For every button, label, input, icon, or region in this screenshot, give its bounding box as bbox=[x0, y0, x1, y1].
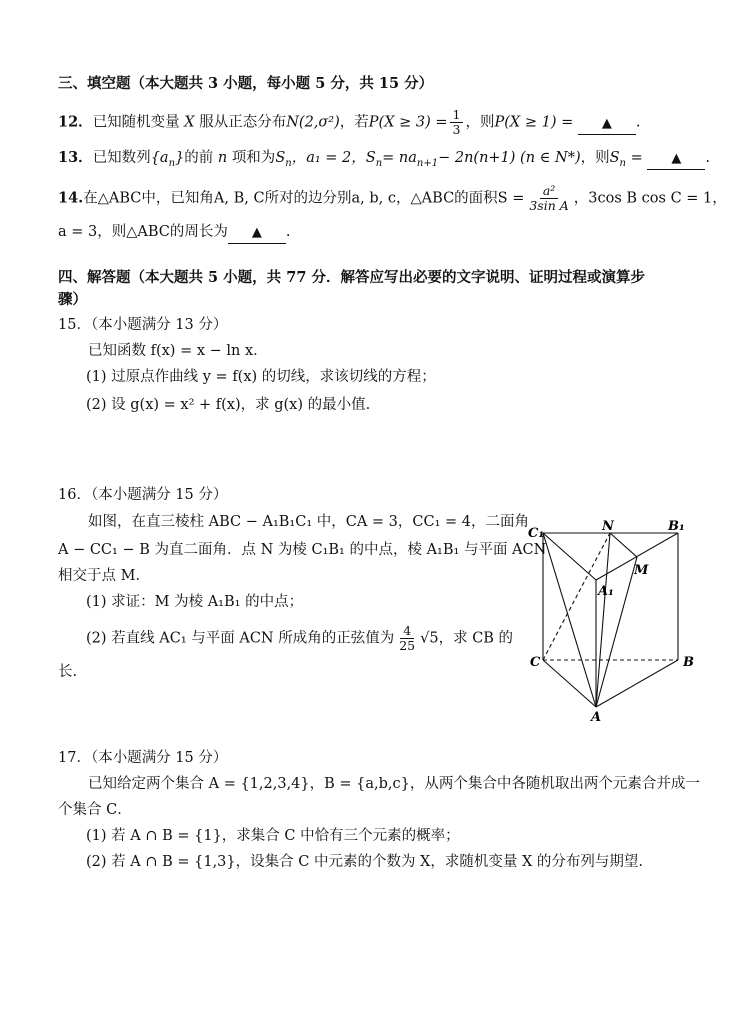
q14-fraction: $\frac{\text{a²}}{\text{3sin A}}$ bbox=[529, 183, 569, 213]
edge-c1-a1 bbox=[543, 533, 596, 580]
label-b1: B₁ bbox=[668, 520, 685, 534]
section4-title-line2: 骤） bbox=[58, 291, 87, 308]
label-m: M bbox=[634, 563, 649, 578]
label-c1: C₁ bbox=[528, 526, 545, 541]
q16-line1: 如图，在直三棱柱 ABC − A₁B₁C₁ 中，CA = 3，CC₁ = 4，二面角 bbox=[88, 514, 529, 530]
q17-line1: 已知给定两个集合 A = {1,2,3,4}，B = {a,b,c}，从两个集合中各随机取出两个元素合并成一 bbox=[88, 776, 700, 792]
answer-triangle-icon: ▲ bbox=[601, 115, 612, 131]
question-14-cont: a = 3，则△ABC的周长为 ▲ . bbox=[58, 222, 291, 244]
q16-line3: 相交于点 M． bbox=[58, 568, 150, 584]
edge-a-b bbox=[596, 660, 678, 707]
q12-pre: 已知随机变量 bbox=[92, 114, 180, 131]
section4-title-line1: 四、解答题（本大题共 5 小题，共 77 分．解答应写出必要的文字说明、证明过程或演算步 bbox=[58, 269, 645, 286]
q12-mid3: ，则 bbox=[465, 114, 495, 131]
q12-dist: N(2,σ²) bbox=[286, 114, 340, 131]
label-a: A bbox=[591, 710, 602, 725]
q12-p2: P(X ≥ 1) = bbox=[494, 114, 574, 131]
answer-triangle-icon: ▲ bbox=[671, 151, 682, 166]
q12-fraction: $\frac{1}{3}$ bbox=[450, 108, 464, 137]
q13-answer-blank bbox=[647, 148, 705, 170]
q14-text3: a = 3，则△ABC的周长为 bbox=[58, 224, 228, 240]
q16-line2: A − CC₁ − B 为直二面角．点 N 为棱 C₁B₁ 的中点，棱 A₁B₁ 与平面 ACN bbox=[58, 542, 547, 558]
label-n: N bbox=[602, 520, 614, 534]
q14-number: 14. bbox=[58, 189, 84, 207]
q12-mid2: ，若 bbox=[339, 114, 369, 131]
q17-head: 17．（本小题满分 15 分） bbox=[58, 750, 228, 766]
question-13: 13．已知数列$\{a_n\}$的前 n 项和为$S_n$，a₁ = 2，$S_n= na_{n+1}- 2n(n+1)$ (n ∈ N*)，则$S_n$ = ▲ . bbox=[58, 149, 710, 169]
question-14 bbox=[58, 184, 727, 213]
edge-a-c1 bbox=[543, 533, 596, 707]
q17-line2: 个集合 C． bbox=[58, 802, 132, 818]
q13-number: 13． bbox=[58, 149, 93, 166]
q16-part2: (2) 若直线 AC₁ 与平面 ACN 所成角的正弦值为 $\frac{4}{25}$ √5，求 CB 的 bbox=[86, 623, 514, 653]
edge-n-m bbox=[610, 533, 637, 557]
question-12: 12．已知随机变量 X 服从正态分布N(2,σ²)，若P(X ≥ 3) = $\frac{1}{3}$ ，则P(X ≥ 1) = ▲ . bbox=[58, 107, 641, 137]
label-a1: A₁ bbox=[598, 584, 614, 599]
label-c: C bbox=[530, 655, 541, 670]
q15-stem: 已知函数 f(x) = x − ln x． bbox=[88, 343, 268, 359]
q16-head: 16．（本小题满分 15 分） bbox=[58, 487, 228, 503]
q16-part1: (1) 求证：M 为棱 A₁B₁ 的中点； bbox=[86, 594, 304, 610]
q14-answer-blank bbox=[228, 222, 286, 244]
q12-mid1: 服从正态分布 bbox=[199, 114, 287, 131]
q12-answer-blank bbox=[578, 113, 636, 135]
q17-part2: (2) 若 A ∩ B = {1,3}，设集合 C 中元素的个数为 X，求随机变量 X 的分布列与期望. bbox=[86, 854, 644, 870]
q12-number: 12． bbox=[58, 113, 93, 131]
prism-figure bbox=[528, 520, 696, 725]
q16-part2-cont: 长. bbox=[58, 664, 78, 680]
q15-part1: (1) 过原点作曲线 y = f(x) 的切线，求该切线的方程； bbox=[86, 369, 436, 385]
q16-fraction: $\frac{4}{25}$ bbox=[399, 623, 416, 653]
q14-text2: ，3cos B cos C = 1， bbox=[573, 190, 727, 207]
q15-part2: (2) 设 g(x) = x² + f(x)，求 g(x) 的最小值. bbox=[86, 397, 371, 413]
edge-c-a bbox=[543, 660, 596, 707]
answer-triangle-icon: ▲ bbox=[251, 225, 262, 240]
label-b: B bbox=[683, 655, 694, 670]
q17-part1: (1) 若 A ∩ B = {1}，求集合 C 中恰有三个元素的概率； bbox=[86, 828, 460, 844]
q15-head: 15．（本小题满分 13 分） bbox=[58, 317, 228, 333]
q14-text1: 在△ABC中，已知角A, B, C所对的边分别a, b, c，△ABC的面积S = bbox=[83, 190, 525, 207]
section3-title: 三、填空题（本大题共 3 小题，每小题 5 分，共 15 分） bbox=[58, 75, 434, 92]
q12-p1: P(X ≥ 3) = bbox=[368, 114, 448, 131]
